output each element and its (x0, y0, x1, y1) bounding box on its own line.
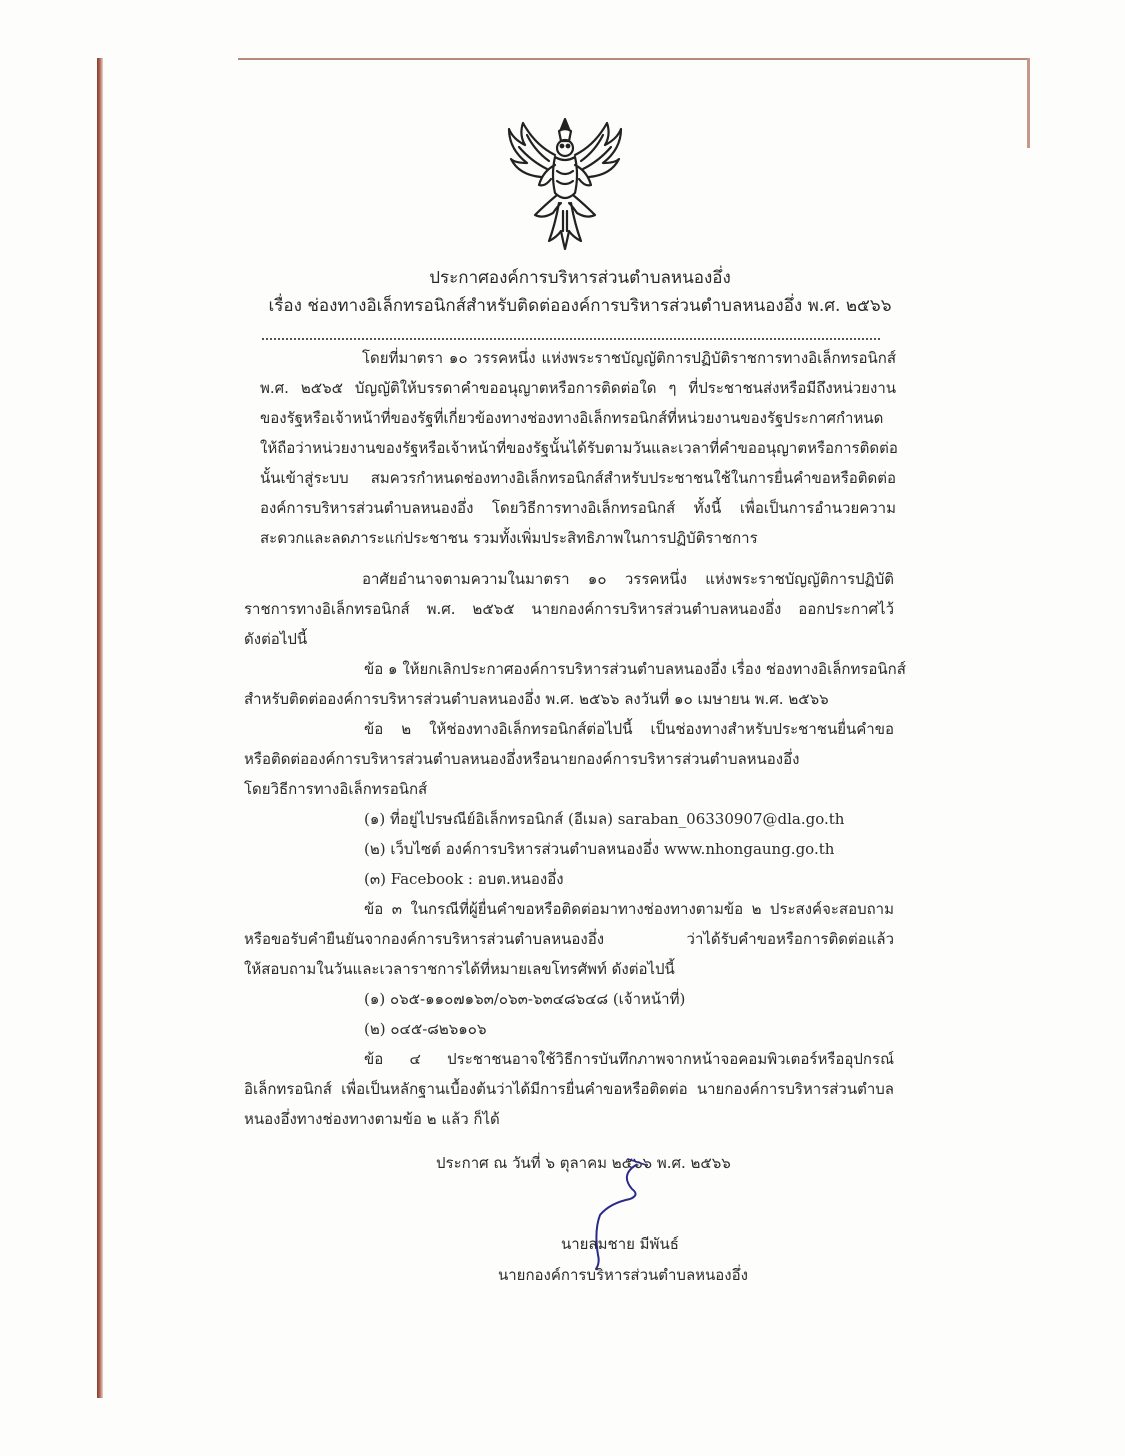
clause2-line: ข้อ ๒ ให้ช่องทางอิเล็กทรอนิกส์ต่อไปนี้ เป็นช่องทางสำหรับประชาชนยื่นคำขอ (364, 720, 894, 738)
signer-name: นายสมชาย มีพันธ์ (561, 1235, 679, 1253)
phone-1: (๑) ๐๖๕-๑๑๐๗๑๖๓/๐๖๓-๖๓๔๘๖๔๘ (เจ้าหน้าที่) (364, 990, 686, 1008)
scan-edge-right (1027, 58, 1030, 148)
clause3-line: หรือขอรับคำยืนยันจากองค์การบริหารส่วนตำบลหนองอึ่ง ว่าได้รับคำขอหรือการติดต่อแล้ว (244, 930, 894, 948)
para2-line: ราชการทางอิเล็กทรอนิกส์ พ.ศ. ๒๕๖๕ นายกองค์การบริหารส่วนตำบลหนองอึ่ง ออกประกาศไว้ (244, 600, 894, 618)
title-line-1: ประกาศองค์การบริหารส่วนตำบลหนองอึ่ง (429, 268, 731, 288)
signature-icon (570, 1145, 660, 1275)
para1-line: โดยที่มาตรา ๑๐ วรรคหนึ่ง แห่งพระราชบัญญัติการปฏิบัติราชการทางอิเล็กทรอนิกส์ (362, 349, 896, 367)
scan-edge-left (97, 58, 103, 1398)
channel-website: (๒) เว็บไซต์ องค์การบริหารส่วนตำบลหนองอึ่ง www.nhongaung.go.th (364, 840, 835, 858)
document-page (240, 60, 920, 1360)
signer-position: นายกองค์การบริหารส่วนตำบลหนองอึ่ง (498, 1266, 748, 1284)
channel-email: (๑) ที่อยู่ไปรษณีย์อิเล็กทรอนิกส์ (อีเมล) saraban_06330907@dla.go.th (364, 810, 845, 828)
para1-line: สะดวกและลดภาระแก่ประชาชน รวมทั้งเพิ่มประสิทธิภาพในการปฏิบัติราชการ (260, 529, 758, 547)
para1-line: ของรัฐหรือเจ้าหน้าที่ของรัฐที่เกี่ยวข้องทางช่องทางอิเล็กทรอนิกส์ที่หน่วยงานของรัฐประกาศกำหนด (260, 409, 884, 427)
para2-line: ดังต่อไปนี้ (244, 630, 308, 648)
divider-dotted (262, 338, 880, 340)
announced-date: ประกาศ ณ วันที่ ๖ ตุลาคม ๒๕๖๖ พ.ศ. ๒๕๖๖ (436, 1154, 731, 1172)
clause4-line: หนองอึ่งทางช่องทางตามข้อ ๒ แล้ว ก็ได้ (244, 1110, 500, 1128)
para2-line: อาศัยอำนาจตามความในมาตรา ๑๐ วรรคหนึ่ง แห่งพระราชบัญญัติการปฏิบัติ (362, 570, 894, 588)
clause3-line: ให้สอบถามในวันและเวลาราชการได้ที่หมายเลขโทรศัพท์ ดังต่อไปนี้ (244, 960, 675, 978)
clause2-line: โดยวิธีการทางอิเล็กทรอนิกส์ (244, 780, 428, 798)
para1-line: พ.ศ. ๒๕๖๕ บัญญัติให้บรรดาคำขออนุญาตหรือการติดต่อใด ๆ ที่ประชาชนส่งหรือมีถึงหน่วยงาน (260, 379, 896, 397)
para1-line: ให้ถือว่าหน่วยงานของรัฐหรือเจ้าหน้าที่ของรัฐนั้นได้รับตามวันและเวลาที่คำขออนุญาตหรือการติดต่อ (260, 439, 898, 457)
clause4-line: อิเล็กทรอนิกส์ เพื่อเป็นหลักฐานเบื้องต้นว่าได้มีการยื่นคำขอหรือติดต่อ นายกองค์การบริหารส่วนตำบล (244, 1080, 894, 1098)
clause2-line: หรือติดต่อองค์การบริหารส่วนตำบลหนองอึ่งหรือนายกองค์การบริหารส่วนตำบลหนองอึ่ง (244, 750, 800, 768)
clause3-line: ข้อ ๓ ในกรณีที่ผู้ยื่นคำขอหรือติดต่อมาทางช่องทางตามข้อ ๒ ประสงค์จะสอบถาม (364, 900, 894, 918)
channel-facebook: (๓) Facebook : อบต.หนองอึ่ง (364, 870, 564, 888)
title-line-2: เรื่อง ช่องทางอิเล็กทรอนิกส์สำหรับติดต่อองค์การบริหารส่วนตำบลหนองอึ่ง พ.ศ. ๒๕๖๖ (268, 296, 892, 316)
para1-line: นั้นเข้าสู่ระบบ สมควรกำหนดช่องทางอิเล็กทรอนิกส์สำหรับประชาชนใช้ในการยื่นคำขอหรือติดต่อ (260, 469, 896, 487)
garuda-emblem-icon (505, 115, 625, 253)
clause1-line: ข้อ ๑ ให้ยกเลิกประกาศองค์การบริหารส่วนตำบลหนองอึ่ง เรื่อง ช่องทางอิเล็กทรอนิกส์ (364, 660, 906, 678)
clause1-line: สำหรับติดต่อองค์การบริหารส่วนตำบลหนองอึ่ง พ.ศ. ๒๕๖๖ ลงวันที่ ๑๐ เมษายน พ.ศ. ๒๕๖๖ (244, 690, 829, 708)
phone-2: (๒) ๐๔๕-๘๒๖๑๐๖ (364, 1020, 487, 1038)
clause4-line: ข้อ ๔ ประชาชนอาจใช้วิธีการบันทึกภาพจากหน้าจอคอมพิวเตอร์หรืออุปกรณ์ (364, 1050, 894, 1068)
para1-line: องค์การบริหารส่วนตำบลหนองอึ่ง โดยวิธีการทางอิเล็กทรอนิกส์ ทั้งนี้ เพื่อเป็นการอำนวยความ (260, 499, 896, 517)
